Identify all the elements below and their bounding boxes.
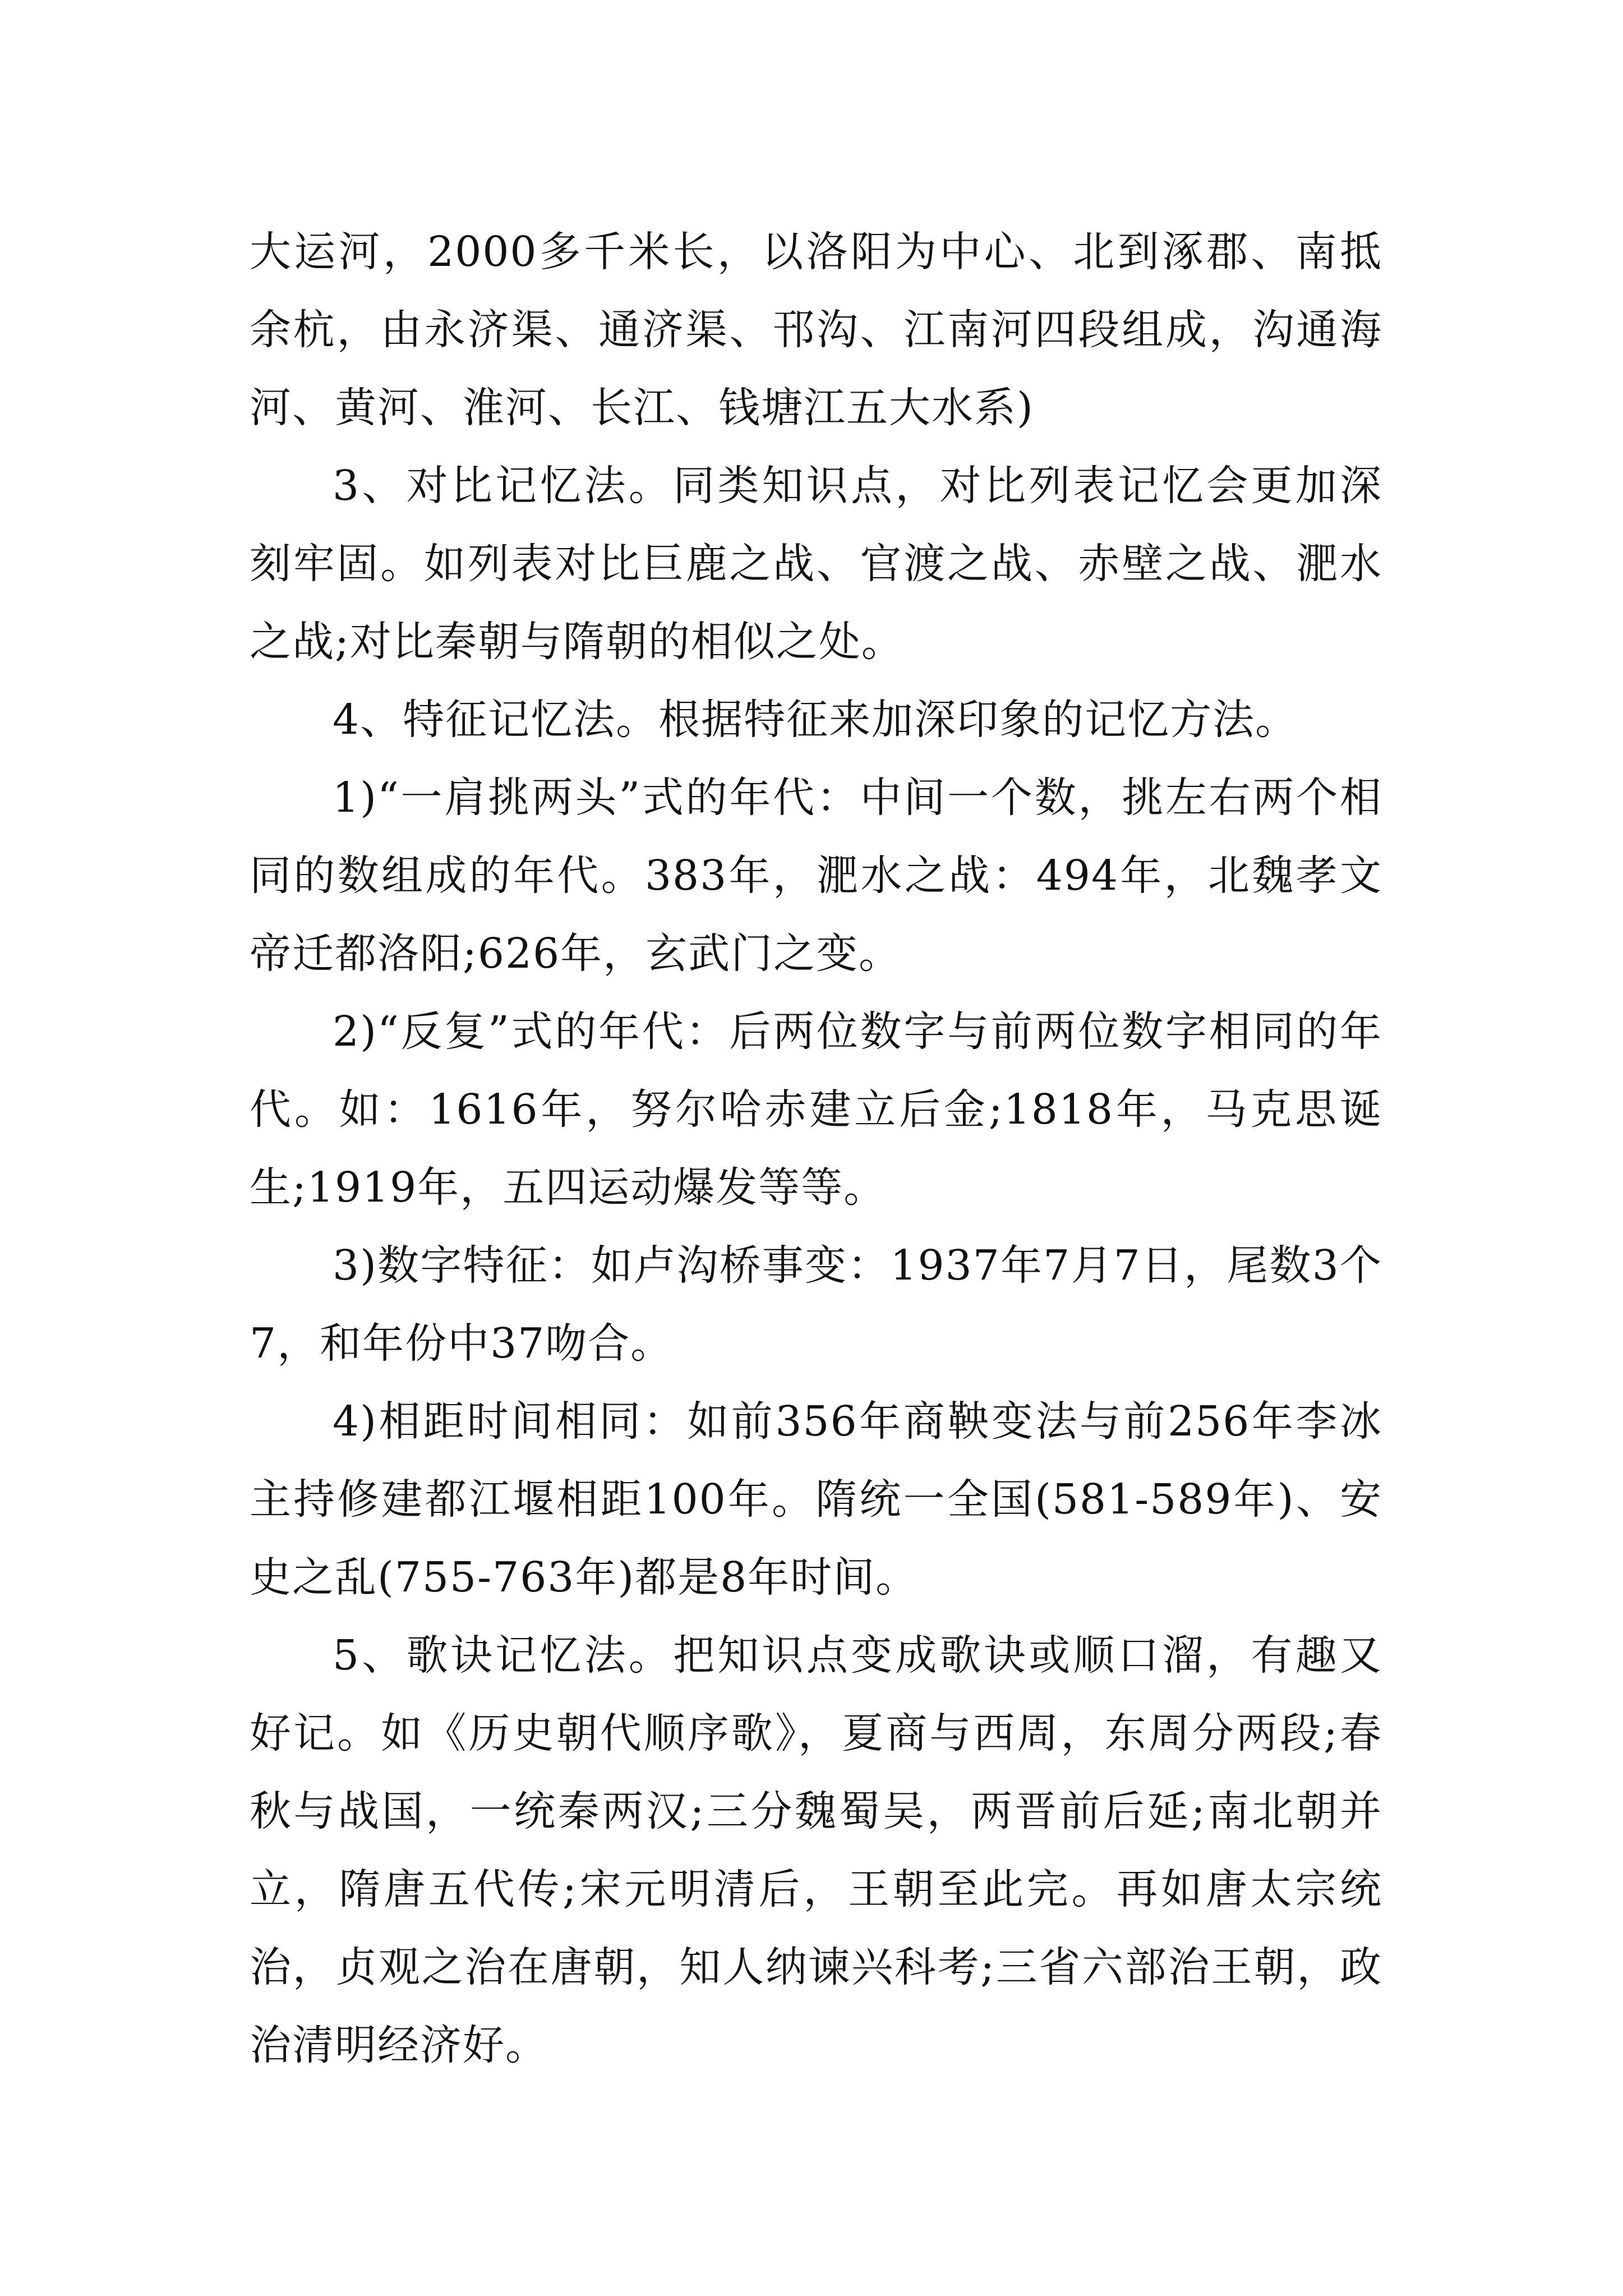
- paragraph-feature-item-1: 1)“一肩挑两头”式的年代：中间一个数，挑左右两个相同的数组成的年代。383年，淝水之战：494年，北魏孝文帝迁都洛阳;626年，玄武门之变。: [250, 774, 1382, 978]
- paragraph-rhyme-method: 5、歌诀记忆法。把知识点变成歌诀或顺口溜，有趣又好记。如《历史朝代顺序歌》，夏商与西周，东周分两段;春秋与战国，一统秦两汉;三分魏蜀吴，两晋前后延;南北朝并立，隋唐五代传;宋元明清后，王朝至此完。再如唐太宗统治，贞观之治在唐朝，知人纳谏兴科考;三省六部治王朝，政治清明经济好。: [250, 1631, 1382, 2069]
- paragraph-feature-item-3: 3)数字特征：如卢沟桥事变：1937年7月7日，尾数3个7，和年份中37吻合。: [250, 1241, 1382, 1368]
- paragraph-feature-method: 4、特征记忆法。根据特征来加深印象的记忆方法。: [333, 696, 1298, 744]
- paragraph-feature-item-4: 4)相距时间相同：如前356年商鞅变法与前256年李冰主持修建都江堰相距100年。隋统一全国(581-589年)、安史之乱(755-763年)都是8年时间。: [250, 1397, 1382, 1602]
- paragraph-comparison-method: 3、对比记忆法。同类知识点，对比列表记忆会更加深刻牢固。如列表对比巨鹿之战、官渡之战、赤壁之战、淝水之战;对比秦朝与隋朝的相似之处。: [250, 462, 1382, 666]
- paragraph-grand-canal-continuation: 大运河，2000多千米长，以洛阳为中心、北到涿郡、南抵余杭，由永济渠、通济渠、邗沟、江南河四段组成，沟通海河、黄河、淮河、长江、钱塘江五大水系): [250, 228, 1382, 432]
- paragraph-feature-item-2: 2)“反复”式的年代：后两位数字与前两位数字相同的年代。如：1616年，努尔哈赤建立后金;1818年，马克思诞生;1919年，五四运动爆发等等。: [250, 1007, 1382, 1212]
- document-body: [250, 213, 1382, 2085]
